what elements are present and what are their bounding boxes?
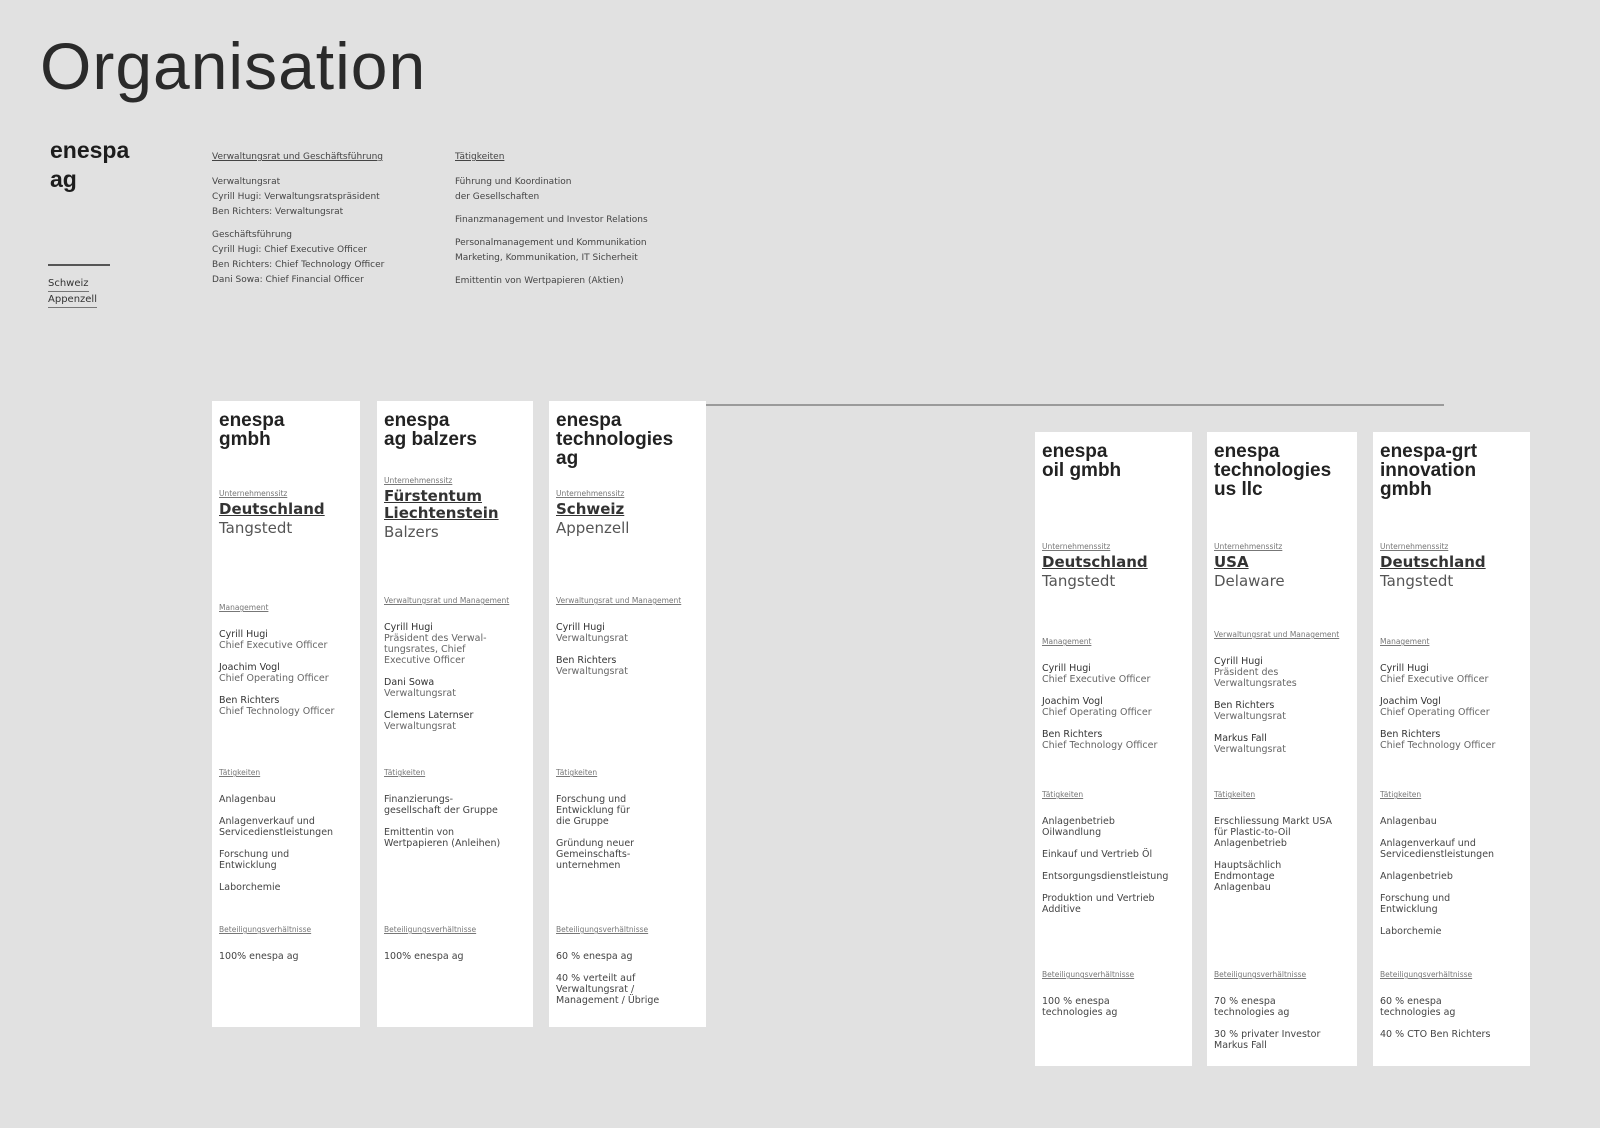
subsidiary-card bbox=[549, 401, 706, 1027]
person-entry bbox=[384, 622, 527, 666]
person-entry bbox=[1214, 700, 1351, 722]
hq-country: Schweiz bbox=[556, 500, 625, 518]
person-role: Chief Technology Officer bbox=[1380, 740, 1496, 751]
person-name: Ben Richters bbox=[219, 695, 280, 706]
management bbox=[219, 603, 354, 728]
activities bbox=[219, 768, 354, 904]
management bbox=[556, 596, 700, 688]
ownership-item: 100% enespa ag bbox=[219, 951, 299, 962]
hq-city: Appenzell bbox=[556, 519, 630, 537]
activity-item: Entsorgungsdienstleistung bbox=[1042, 871, 1169, 882]
ownership-item: 60 % enespa technologies ag bbox=[1380, 996, 1456, 1018]
activities-label: Tätigkeiten bbox=[219, 768, 261, 777]
ownership-item: 40 % CTO Ben Richters bbox=[1380, 1029, 1491, 1040]
person-role: Verwaltungsrat bbox=[556, 666, 628, 677]
person-name: Cyrill Hugi bbox=[1042, 663, 1091, 674]
hq-label: Unternehmenssitz bbox=[556, 489, 625, 498]
hq-label: Unternehmenssitz bbox=[1042, 542, 1111, 551]
activity-item: Anlagenbetrieb Oilwandlung bbox=[1042, 816, 1115, 838]
group-line: Marketing, Kommunikation, IT Sicherheit bbox=[455, 253, 638, 263]
person-role: Chief Executive Officer bbox=[219, 640, 328, 651]
group-heading: Führung und Koordination bbox=[455, 177, 572, 187]
group-line: Ben Richters: Verwaltungsrat bbox=[212, 207, 344, 217]
activities-groups bbox=[455, 175, 648, 289]
activity-item: Forschung und Entwicklung für die Gruppe bbox=[556, 794, 630, 827]
parent-company-name: enespa ag bbox=[50, 137, 130, 192]
ownership-item: 100% enespa ag bbox=[384, 951, 464, 962]
person-role: Verwaltungsrat bbox=[1214, 744, 1286, 755]
ownership-item: 100 % enespa technologies ag bbox=[1042, 996, 1118, 1018]
info-group bbox=[455, 175, 648, 205]
subsidiary-card bbox=[212, 401, 360, 1027]
hq-city: Delaware bbox=[1214, 572, 1285, 590]
company-name: enespa ag balzers bbox=[384, 410, 477, 450]
person-role: Verwaltungsrat bbox=[384, 688, 456, 699]
person-name: Ben Richters bbox=[1042, 729, 1103, 740]
person-role: Verwaltungsrat bbox=[556, 633, 628, 644]
person-name: Clemens Laternser bbox=[384, 710, 474, 721]
ownership bbox=[1042, 970, 1186, 1029]
parent-country: Schweiz bbox=[48, 276, 89, 292]
person-role: Verwaltungsrat bbox=[384, 721, 456, 732]
management bbox=[1380, 637, 1524, 762]
card-header bbox=[384, 411, 527, 481]
activity-item: Forschung und Entwicklung bbox=[1380, 893, 1451, 915]
hq-country: USA bbox=[1214, 553, 1249, 571]
hq-city: Tangstedt bbox=[1380, 572, 1454, 590]
activity-item: Emittentin von Wertpapieren (Anleihen) bbox=[384, 827, 501, 849]
parent-city: Appenzell bbox=[48, 292, 97, 308]
group-line: Ben Richters: Chief Technology Officer bbox=[212, 260, 385, 270]
person-role: Chief Executive Officer bbox=[1380, 674, 1489, 685]
hq-country: Fürstentum Liechtenstein bbox=[384, 487, 499, 522]
group-heading: Geschäftsführung bbox=[212, 230, 292, 240]
governance-heading: Verwaltungsrat und Geschäftsführung bbox=[212, 152, 383, 162]
info-group bbox=[212, 175, 384, 220]
activity-item: Hauptsächlich Endmontage Anlagenbau bbox=[1214, 860, 1282, 893]
group-heading: Emittentin von Wertpapieren (Aktien) bbox=[455, 276, 624, 286]
activity-item: Produktion und Vertrieb Additive bbox=[1042, 893, 1155, 915]
headquarters bbox=[1042, 542, 1186, 590]
activities-heading: Tätigkeiten bbox=[455, 152, 505, 162]
headquarters bbox=[1380, 542, 1524, 590]
activity-item: Erschliessung Markt USA für Plastic-to-Oil Anlagenbetrieb bbox=[1214, 816, 1333, 849]
company-name: enespa oil gmbh bbox=[1042, 441, 1122, 481]
person-name: Cyrill Hugi bbox=[1380, 663, 1429, 674]
parent-location bbox=[48, 276, 97, 308]
ownership-label: Beteiligungsverhältnisse bbox=[219, 925, 312, 934]
management bbox=[1042, 637, 1186, 762]
headquarters bbox=[384, 476, 527, 541]
group-heading: Finanzmanagement und Investor Relations bbox=[455, 215, 648, 225]
person-entry bbox=[219, 662, 354, 684]
person-name: Cyrill Hugi bbox=[556, 622, 605, 633]
info-group bbox=[455, 274, 648, 289]
card-header bbox=[1380, 442, 1524, 512]
person-role: Präsident des Verwaltungsrates bbox=[1214, 667, 1297, 689]
person-entry bbox=[219, 629, 354, 651]
person-entry bbox=[556, 655, 700, 677]
activities bbox=[556, 768, 700, 882]
info-group bbox=[455, 236, 648, 266]
person-entry bbox=[1380, 696, 1524, 718]
person-entry bbox=[384, 677, 527, 699]
hq-city: Tangstedt bbox=[219, 519, 293, 537]
activity-item: Forschung und Entwicklung bbox=[219, 849, 290, 871]
activity-item: Anlagenbau bbox=[1380, 816, 1437, 827]
company-name: enespa technologies ag bbox=[556, 410, 674, 469]
group-line: Cyrill Hugi: Chief Executive Officer bbox=[212, 245, 367, 255]
person-name: Cyrill Hugi bbox=[219, 629, 268, 640]
activities-label: Tätigkeiten bbox=[1380, 790, 1422, 799]
subsidiary-card bbox=[1373, 432, 1530, 1066]
card-header bbox=[556, 411, 700, 481]
person-name: Joachim Vogl bbox=[1042, 696, 1103, 707]
activity-item: Anlagenbau bbox=[219, 794, 276, 805]
hq-country: Deutschland bbox=[219, 500, 325, 518]
ownership-item: 70 % enespa technologies ag bbox=[1214, 996, 1290, 1018]
connector-line bbox=[706, 404, 1444, 406]
ownership-item: 40 % verteilt auf Verwaltungsrat / Management / Übrige bbox=[556, 973, 660, 1006]
governance-groups bbox=[212, 175, 384, 288]
person-entry bbox=[1380, 729, 1524, 751]
group-heading: Personalmanagement und Kommunikation bbox=[455, 238, 647, 248]
hq-city: Tangstedt bbox=[1042, 572, 1116, 590]
activities-label: Tätigkeiten bbox=[1214, 790, 1256, 799]
ownership bbox=[1380, 970, 1524, 1051]
group-heading: Verwaltungsrat bbox=[212, 177, 281, 187]
person-name: Ben Richters bbox=[556, 655, 617, 666]
group-line: Dani Sowa: Chief Financial Officer bbox=[212, 275, 364, 285]
person-entry bbox=[219, 695, 354, 717]
company-name: enespa technologies us llc bbox=[1214, 441, 1332, 500]
activity-item: Laborchemie bbox=[1380, 926, 1442, 937]
hq-city: Balzers bbox=[384, 523, 439, 541]
person-entry bbox=[556, 622, 700, 644]
person-name: Ben Richters bbox=[1380, 729, 1441, 740]
activities bbox=[1214, 790, 1351, 904]
subsidiary-card bbox=[1207, 432, 1357, 1066]
person-name: Markus Fall bbox=[1214, 733, 1267, 744]
hq-country: Deutschland bbox=[1380, 553, 1486, 571]
ownership-label: Beteiligungsverhältnisse bbox=[1214, 970, 1307, 979]
card-header bbox=[1042, 442, 1186, 512]
card-header bbox=[219, 411, 354, 481]
person-role: Präsident des Verwal- tungsrates, Chief Executive Officer bbox=[384, 633, 487, 666]
person-entry bbox=[1214, 733, 1351, 755]
person-role: Chief Executive Officer bbox=[1042, 674, 1151, 685]
activities-label: Tätigkeiten bbox=[384, 768, 426, 777]
person-role: Verwaltungsrat bbox=[1214, 711, 1286, 722]
activity-item: Anlagenverkauf und Servicedienstleistungen bbox=[1380, 838, 1495, 860]
person-entry bbox=[1380, 663, 1524, 685]
person-role: Chief Operating Officer bbox=[219, 673, 329, 684]
person-name: Joachim Vogl bbox=[219, 662, 280, 673]
person-entry bbox=[384, 710, 527, 732]
person-entry bbox=[1214, 656, 1351, 689]
person-role: Chief Technology Officer bbox=[1042, 740, 1158, 751]
headquarters bbox=[219, 489, 354, 537]
info-group bbox=[212, 228, 384, 288]
ownership-label: Beteiligungsverhältnisse bbox=[384, 925, 477, 934]
person-role: Chief Technology Officer bbox=[219, 706, 335, 717]
ownership bbox=[219, 925, 354, 973]
activity-item: Laborchemie bbox=[219, 882, 281, 893]
parent-governance bbox=[212, 150, 384, 296]
ownership-label: Beteiligungsverhältnisse bbox=[1042, 970, 1135, 979]
ownership bbox=[384, 925, 527, 973]
person-name: Joachim Vogl bbox=[1380, 696, 1441, 707]
parent-activities bbox=[455, 150, 648, 297]
person-name: Cyrill Hugi bbox=[1214, 656, 1263, 667]
activities-label: Tätigkeiten bbox=[1042, 790, 1084, 799]
activity-item: Anlagenverkauf und Servicedienstleistungen bbox=[219, 816, 334, 838]
person-name: Dani Sowa bbox=[384, 677, 435, 688]
hq-country: Deutschland bbox=[1042, 553, 1148, 571]
ownership-item: 60 % enespa ag bbox=[556, 951, 633, 962]
page-title: Organisation bbox=[40, 29, 427, 103]
management-label: Management bbox=[1042, 637, 1092, 646]
ownership bbox=[556, 925, 700, 1017]
management-label: Verwaltungsrat und Management bbox=[1214, 630, 1340, 639]
card-header bbox=[1214, 442, 1351, 512]
activities bbox=[1380, 790, 1524, 948]
ownership bbox=[1214, 970, 1351, 1062]
activities bbox=[1042, 790, 1186, 926]
activity-item: Anlagenbetrieb bbox=[1380, 871, 1453, 882]
activity-item: Finanzierungs- gesellschaft der Gruppe bbox=[384, 794, 498, 816]
hq-label: Unternehmenssitz bbox=[1380, 542, 1449, 551]
company-name: enespa-grt innovation gmbh bbox=[1380, 441, 1478, 500]
hq-label: Unternehmenssitz bbox=[219, 489, 288, 498]
person-entry bbox=[1042, 663, 1186, 685]
activities-label: Tätigkeiten bbox=[556, 768, 598, 777]
headquarters bbox=[1214, 542, 1351, 590]
management-label: Management bbox=[219, 603, 269, 612]
person-name: Ben Richters bbox=[1214, 700, 1275, 711]
headquarters bbox=[556, 489, 700, 537]
hq-label: Unternehmenssitz bbox=[384, 476, 453, 485]
location-divider bbox=[48, 264, 110, 266]
management-label: Management bbox=[1380, 637, 1430, 646]
company-name: enespa gmbh bbox=[219, 410, 285, 450]
subsidiary-card bbox=[1035, 432, 1192, 1066]
hq-label: Unternehmenssitz bbox=[1214, 542, 1283, 551]
activity-item: Gründung neuer Gemeinschafts- unternehmen bbox=[556, 838, 635, 871]
management bbox=[384, 596, 527, 743]
management-label: Verwaltungsrat und Management bbox=[556, 596, 682, 605]
person-role: Chief Operating Officer bbox=[1042, 707, 1152, 718]
ownership-label: Beteiligungsverhältnisse bbox=[556, 925, 649, 934]
ownership-item: 30 % privater Investor Markus Fall bbox=[1214, 1029, 1321, 1051]
person-entry bbox=[1042, 729, 1186, 751]
management bbox=[1214, 630, 1351, 766]
person-name: Cyrill Hugi bbox=[384, 622, 433, 633]
person-entry bbox=[1042, 696, 1186, 718]
ownership-label: Beteiligungsverhältnisse bbox=[1380, 970, 1473, 979]
subsidiary-card bbox=[377, 401, 533, 1027]
group-line: Cyrill Hugi: Verwaltungsratspräsident bbox=[212, 192, 380, 202]
group-line: der Gesellschaften bbox=[455, 192, 540, 202]
activity-item: Einkauf und Vertrieb Öl bbox=[1042, 849, 1153, 860]
info-group bbox=[455, 213, 648, 228]
activities bbox=[384, 768, 527, 860]
person-role: Chief Operating Officer bbox=[1380, 707, 1490, 718]
management-label: Verwaltungsrat und Management bbox=[384, 596, 510, 605]
